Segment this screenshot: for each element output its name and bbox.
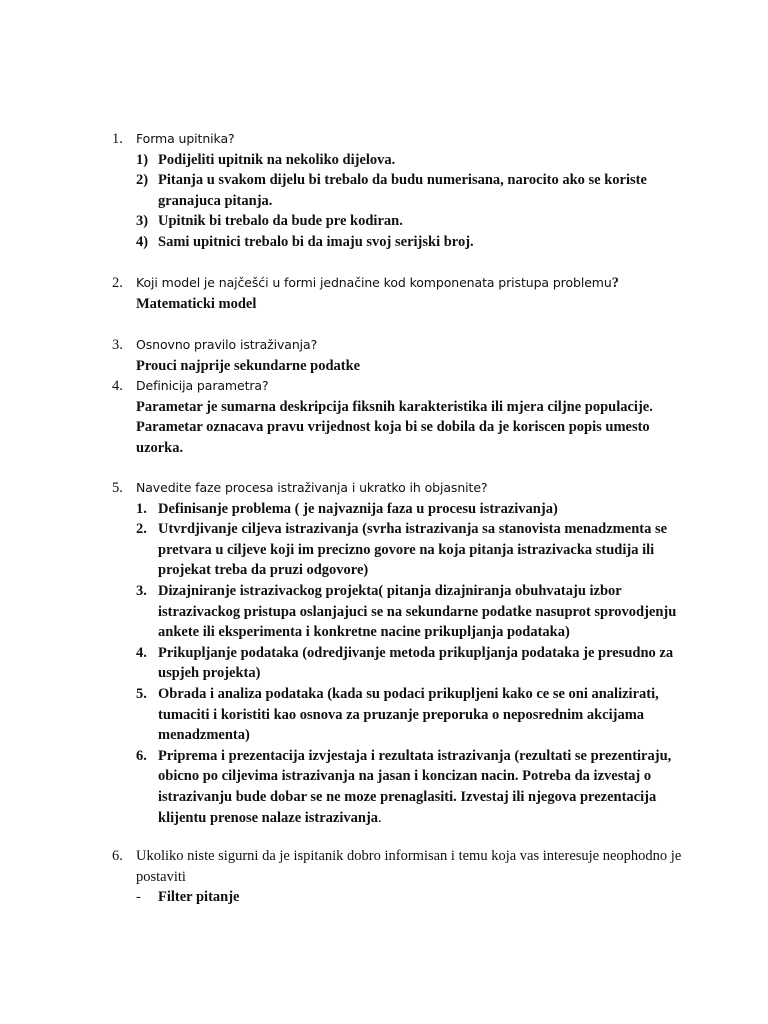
answer-text: Parametar je sumarna deskripcija fiksnih karakteristika ili mjera ciljne populacije. Parametar oznacava pravu vrijednost koja bi se dobila da je koriscen popis umesto uzorka. — [136, 398, 653, 456]
list-item: 1) Podijeliti upitnik na nekoliko dijelova. — [136, 151, 396, 168]
list-item: 3. Dizajniranje istrazivackog projekta( pitanja dizajniranja obuhvataju izbor istrazivackog pristupa oslanjajuci se na sekundarne podatke nasuprot sprovodjenju ankete ili eksperimenta i konkretne nacine prikupljanja podataka) — [136, 582, 677, 641]
question-6 — [112, 846, 692, 908]
question-number: 1. — [112, 131, 123, 147]
question-number: 5. — [112, 480, 123, 496]
question-3 — [112, 335, 692, 376]
list-item: 4. Prikupljanje podataka (odredjivanje metoda prikupljanja podataka je presudno za uspjeh projekta) — [136, 644, 674, 682]
list-item: 4) Sami upitnici trebalo bi da imaju svoj serijski broj. — [136, 233, 474, 250]
list-item: 1. Definisanje problema ( je najvaznija faza u procesu istrazivanja) — [136, 500, 558, 517]
question-number: 6. — [112, 848, 123, 864]
list-item: 2. Utvrdjivanje ciljeva istrazivanja (svrha istrazivanja sa stanovista menadzmenta se pretvara u ciljeve koji im precizno govore na koja pitanja istrazivacka studija ili projekat treba da pruzi odgovore) — [136, 521, 668, 579]
question-5 — [112, 478, 692, 828]
answer-text: Filter pitanje — [158, 889, 240, 906]
answer-text: Matematicki model — [136, 295, 257, 312]
list-item: 6. Priprema i prezentacija izvjestaja i rezultata istrazivanja (rezultati se prezentiraju, obicno po ciljevima istrazivanja na jasan i koncizan nacin. Potreba da izvestaj o istrazivanju bude dobar se ne moze prenaglasiti. Izvestaj ili njegova prezentacija klijentu prenose nalaze istrazivanja. — [136, 747, 672, 826]
question-number: 2. — [112, 275, 123, 291]
question-text: Koji model je najčešći u formi jednačine kod komponenata pristupa problemu — [136, 275, 612, 290]
question-2: 2. Koji model je najčešći u formi jednačine kod komponenata pristupa problemu? Matematicki model — [112, 273, 692, 314]
question-number: 4. — [112, 378, 123, 394]
answer-text: Prouci najprije sekundarne podatke — [136, 357, 361, 374]
question-text: Forma upitnika? — [136, 131, 235, 146]
question-4 — [112, 376, 692, 458]
question-number: 3. — [112, 337, 123, 353]
question-text: Definicija parametra? — [136, 378, 269, 393]
question-text: Osnovno pravilo istraživanja? — [136, 337, 318, 352]
list-item: 3) Upitnik bi trebalo da bude pre kodiran. — [136, 213, 403, 230]
question-1 — [112, 129, 692, 253]
list-item: - Filter pitanje — [136, 889, 240, 906]
list-item: 5. Obrada i analiza podataka (kada su podaci prikupljeni kako ce se oni analizirati, tumaciti i koristiti kao osnova za pruzanje preporuka o neposrednim akcijama menadzmenta) — [136, 685, 659, 744]
question-text: Navedite faze procesa istraživanja i ukratko ih objasnite? — [136, 480, 488, 495]
list-item: 2) Pitanja u svakom dijelu bi trebalo da budu numerisana, narocito ako se koriste granajuca pitanja. — [136, 172, 647, 209]
question-text: Ukoliko niste sigurni da je ispitanik dobro informisan i temu koja vas interesuje neophodno je postaviti — [136, 848, 682, 885]
